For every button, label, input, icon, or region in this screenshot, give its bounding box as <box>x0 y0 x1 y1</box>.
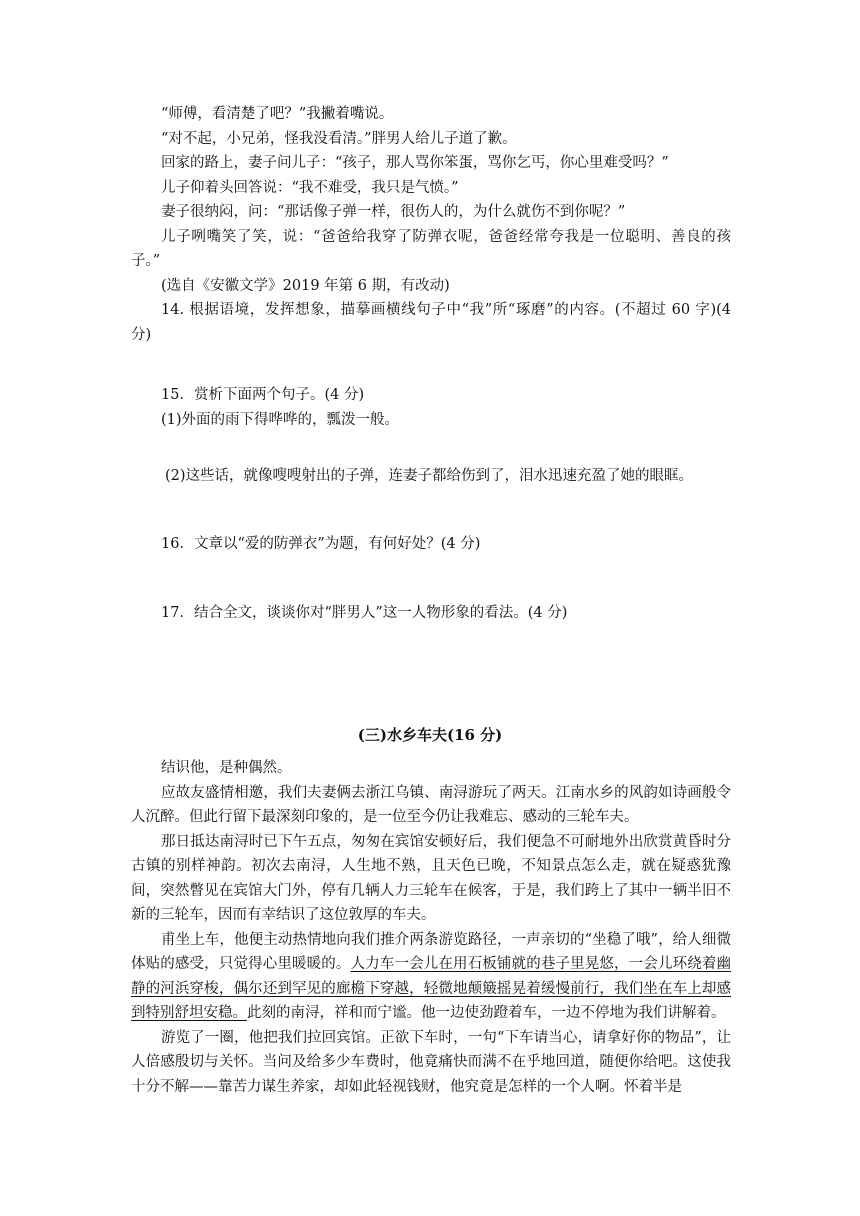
story-paragraph: 回家的路上，妻子问儿子：“孩子，那人骂你笨蛋，骂你乞丐，你心里难受吗？” <box>161 155 669 171</box>
story-paragraph: 儿子咧嘴笑了笑，说：“爸爸给我穿了防弹衣呢，爸爸经常夸我是一位聪明、善良的孩子。” <box>131 228 731 269</box>
question-15-item-2: (2)这些话，就像嗖嗖射出的子弹，连妻子都给伤到了，泪水迅速充盈了她的眼眶。 <box>165 468 694 484</box>
question-15-block <box>131 383 731 432</box>
section-paragraph: 游览了一圈，他把我们拉回宾馆。正欲下车时，一句“下车请当心，请拿好你的物品”，让人倍感殷切与关怀。当问及给多少车费时，他竟痛快而满不在乎地回道，随便你给吧。这使我十分不解——靠苦力谋生养家，却如此轻视钱财，他究竟是怎样的一个人啊。怀着半是 <box>131 1029 731 1095</box>
section-paragraph: 应故友盛情相邀，我们夫妻俩去浙江乌镇、南浔游玩了两天。江南水乡的风韵如诗画般令人沉醉。但此行留下最深刻印象的，是一位至今仍让我难忘、感动的三轮车夫。 <box>131 784 731 825</box>
story-paragraph: 妻子很纳闷，问：“那话像子弹一样，很伤人的，为什么就伤不到你呢？” <box>161 204 626 220</box>
question-15: 15．赏析下面两个句子。(4 分) <box>161 387 365 403</box>
section-paragraph: 结识他，是种偶然。 <box>161 760 292 776</box>
section-paragraph: 那日抵达南浔时已下午五点，匆匆在宾馆安顿好后，我们便急不可耐地外出欣赏黄昏时分古镇的别样神韵。初次去南浔，人生地不熟，且天色已晚，不知景点怎么走，就在疑惑犹豫间，突然瞥见在宾馆大门外，停有几辆人力三轮车在候客，于是，我们跨上了其中一辆半旧不新的三轮车，因而有幸结识了这位敦厚的车夫。 <box>131 833 731 923</box>
story-paragraph: “师傅，看清楚了吧？”我撇着嘴说。 <box>161 106 394 122</box>
story-paragraph: 儿子仰着头回答说：“我不难受，我只是气愤。” <box>161 179 459 196</box>
question-17: 17．结合全文，谈谈你对“胖男人”这一人物形象的看法。(4 分) <box>161 605 568 621</box>
question-15-item-2-block <box>131 464 731 489</box>
source-note: (选自《安徽文学》2019 年第 6 期，有改动) <box>161 277 450 294</box>
underlined-sentence: 人力车一会儿在用石板铺就的巷子里晃悠，一会儿环绕着幽静的河浜穿梭，偶尔还到罕见的廊檐下穿越，轻微地颠簸摇晃着缓慢前行，我们坐在车上却感到特别舒坦安稳。 <box>131 956 731 1021</box>
paragraph-text: 此刻的南浔，祥和而宁谧。他一边使劲蹬着车，一边不停地为我们讲解着。 <box>247 1005 726 1021</box>
question-16-block <box>131 532 731 557</box>
section-paragraph <box>131 928 731 1026</box>
question-15-item-1: (1)外面的雨下得哗哗的，瓢泼一般。 <box>161 411 400 428</box>
paragraph-text: 甫坐上车，他便主动热情地向我们推介两条游览路径，一声亲切的“坐稳了哦”，给人细微体贴的感受，只觉得心里暖暖的。 <box>131 931 731 972</box>
question-17-block <box>131 601 731 626</box>
question-16: 16．文章以“爱的防弹衣”为题，有何好处？(4 分) <box>161 536 481 552</box>
question-14: 14. 根据语境，发挥想象，描摹画横线句子中“我”所“琢磨”的内容。(不超过 60 字)(4 分) <box>131 302 731 343</box>
section-title: (三)水乡车夫(16 分) <box>357 726 503 744</box>
story-paragraph: “对不起，小兄弟，怪我没看清。”胖男人给儿子道了歉。 <box>161 130 517 147</box>
story-ending <box>131 102 731 347</box>
section-3-text <box>131 756 731 1099</box>
